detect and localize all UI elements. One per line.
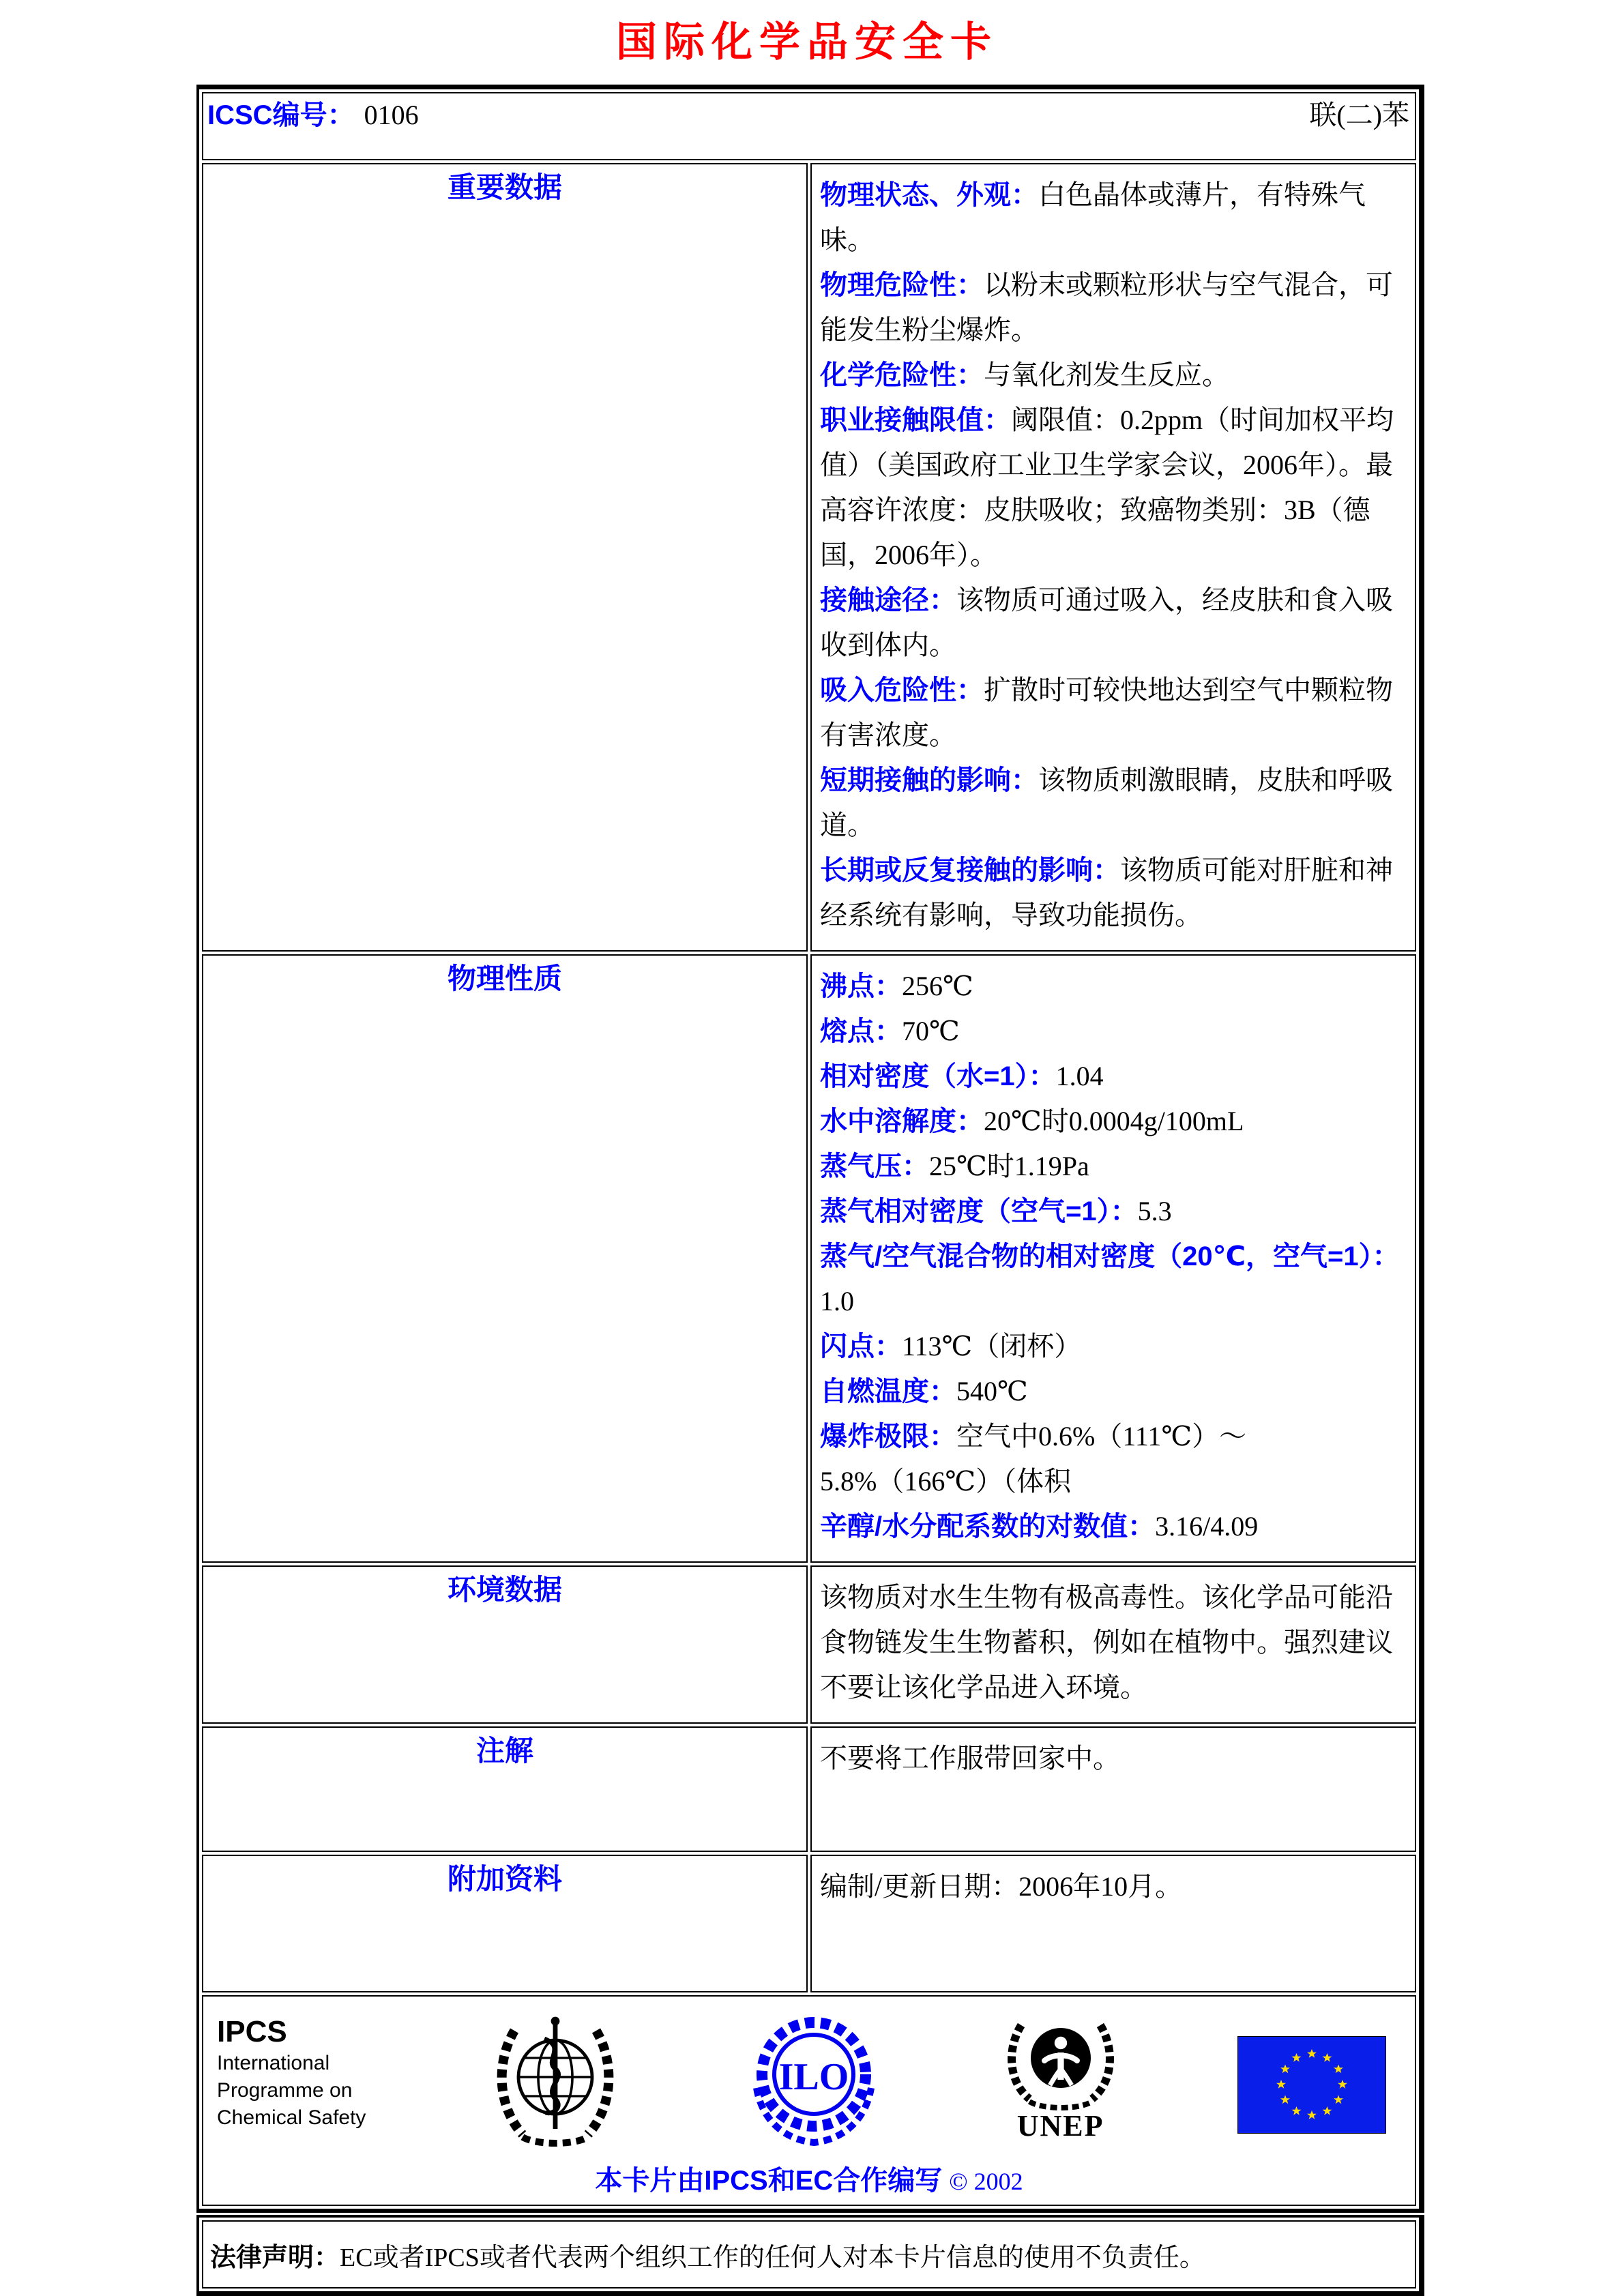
field-key: 蒸气/空气混合物的相对密度（20℃，空气=1）： bbox=[820, 1241, 1400, 1271]
field-row bbox=[820, 1144, 1407, 1189]
ilo-letters: ILO bbox=[778, 2056, 849, 2098]
field-row bbox=[820, 398, 1407, 578]
table-row bbox=[202, 954, 1416, 1563]
section-label-additional-info: 附加资料 bbox=[202, 1855, 808, 1992]
field-row bbox=[820, 1414, 1407, 1504]
field-value: 白色晶体或薄片，有特殊气味。 bbox=[820, 179, 1366, 255]
table-row bbox=[202, 163, 1416, 952]
disclaimer-table bbox=[196, 2215, 1424, 2296]
field-value: 该物质可通过吸入，经皮肤和食入吸收到体内。 bbox=[820, 585, 1393, 660]
field-key: 辛醇/水分配系数的对数值： bbox=[820, 1512, 1156, 1542]
field-value: 25℃时1.19Pa bbox=[929, 1151, 1089, 1181]
page-title: 国际化学品安全卡 bbox=[616, 20, 998, 65]
field-value: 编制/更新日期：2006年10月。 bbox=[820, 1871, 1183, 1902]
field-value: 空气中0.6%（111℃）～5.8%（166℃）（体积 bbox=[820, 1421, 1247, 1497]
field-row bbox=[820, 1736, 1407, 1781]
ilo-icon bbox=[744, 2012, 883, 2148]
eu-flag-icon bbox=[1237, 2012, 1386, 2134]
unep-label: UNEP bbox=[1016, 2109, 1104, 2143]
section-content-important-data bbox=[810, 163, 1416, 952]
field-row bbox=[820, 173, 1407, 263]
table-row bbox=[202, 1995, 1416, 2206]
ipcs-logo-text bbox=[217, 2012, 366, 2132]
field-row bbox=[820, 668, 1407, 758]
table-row bbox=[202, 1855, 1416, 1992]
ipcs-heading: IPCS bbox=[217, 2015, 287, 2048]
field-key: 水中溶解度： bbox=[820, 1106, 984, 1136]
field-row bbox=[820, 578, 1407, 668]
field-key: 沸点： bbox=[820, 971, 902, 1001]
chemical-name: 联(二)苯 bbox=[1309, 100, 1409, 130]
field-row bbox=[820, 1234, 1407, 1324]
field-row bbox=[820, 353, 1407, 398]
safety-card-table bbox=[196, 85, 1424, 2213]
field-value: 1.04 bbox=[1055, 1061, 1104, 1091]
field-key: 蒸气压： bbox=[820, 1151, 929, 1181]
field-value: 以粉末或颗粒形状与空气混合，可能发生粉尘爆炸。 bbox=[820, 269, 1393, 345]
field-row bbox=[820, 848, 1407, 938]
field-value: 5.3 bbox=[1137, 1196, 1172, 1226]
field-row bbox=[820, 1324, 1407, 1369]
field-value: 不要将工作服带回家中。 bbox=[820, 1743, 1120, 1773]
field-key: 职业接触限值： bbox=[820, 405, 1011, 435]
field-key: 物理危险性： bbox=[820, 270, 984, 300]
field-row bbox=[820, 758, 1407, 848]
section-content-notes bbox=[810, 1726, 1416, 1852]
credit-text: 本卡片由IPCS和EC合作编写 bbox=[595, 2166, 943, 2196]
field-key: 长期或反复接触的影响： bbox=[820, 855, 1120, 885]
disclaimer-text: EC或者IPCS或者代表两个组织工作的任何人对本卡片信息的使用不负责任。 bbox=[340, 2243, 1205, 2272]
field-value: 该物质可能对肝脏和神经系统有影响，导致功能损伤。 bbox=[820, 855, 1393, 930]
field-key: 物理状态、外观： bbox=[820, 180, 1038, 210]
field-row bbox=[820, 1189, 1407, 1234]
section-content-physical-properties bbox=[810, 954, 1416, 1563]
table-row bbox=[202, 2220, 1416, 2288]
field-key: 蒸气相对密度（空气=1）： bbox=[820, 1196, 1138, 1226]
field-value: 与氧化剂发生反应。 bbox=[984, 359, 1229, 390]
field-row bbox=[820, 1864, 1407, 1909]
section-label-important-data: 重要数据 bbox=[202, 163, 808, 952]
table-row bbox=[202, 92, 1416, 160]
field-key: 化学危险性： bbox=[820, 360, 984, 390]
field-row bbox=[820, 1575, 1407, 1710]
field-key: 熔点： bbox=[820, 1016, 902, 1046]
field-row bbox=[820, 1054, 1407, 1099]
field-value: 20℃时0.0004g/100mL bbox=[984, 1106, 1244, 1136]
field-key: 闪点： bbox=[820, 1331, 902, 1362]
field-value: 256℃ bbox=[902, 971, 973, 1001]
who-icon bbox=[482, 2012, 629, 2152]
icsc-number-value: 0106 bbox=[364, 100, 419, 130]
field-key: 吸入危险性： bbox=[820, 675, 984, 705]
credit-line bbox=[214, 2159, 1404, 2198]
field-key: 短期接触的影响： bbox=[820, 765, 1038, 795]
field-key: 相对密度（水=1）： bbox=[820, 1061, 1056, 1091]
table-row bbox=[202, 1565, 1416, 1724]
field-value: 扩散时可较快地达到空气中颗粒物有害浓度。 bbox=[820, 675, 1393, 750]
field-row bbox=[820, 1099, 1407, 1144]
section-content-environmental-data bbox=[810, 1565, 1416, 1724]
field-key: 接触途径： bbox=[820, 585, 956, 615]
disclaimer-label: 法律声明： bbox=[210, 2243, 340, 2272]
field-row bbox=[820, 964, 1407, 1009]
section-label-notes: 注解 bbox=[202, 1726, 808, 1852]
field-value: 3.16/4.09 bbox=[1155, 1511, 1259, 1542]
page bbox=[0, 10, 1614, 2296]
field-value: 阈限值：0.2ppm（时间加权平均值）（美国政府工业卫生学家会议，2006年）。最高容许浓度：皮肤吸收；致癌物类别：3B（德国，2006年）。 bbox=[820, 404, 1394, 570]
section-label-physical-properties: 物理性质 bbox=[202, 954, 808, 1563]
unep-icon bbox=[999, 2012, 1122, 2113]
section-label-environmental-data: 环境数据 bbox=[202, 1565, 808, 1724]
field-key: 自燃温度： bbox=[820, 1377, 956, 1407]
logos-row bbox=[202, 1995, 1416, 2206]
field-value: 70℃ bbox=[902, 1016, 960, 1046]
field-row bbox=[820, 1504, 1407, 1549]
ipcs-subtitle-line: Chemical Safety bbox=[217, 2106, 366, 2129]
copyright-text: © 2002 bbox=[949, 2168, 1023, 2195]
card-header bbox=[207, 93, 1411, 132]
field-value: 113℃（闭杯） bbox=[902, 1331, 1082, 1362]
field-value: 该物质对水生生物有极高毒性。该化学品可能沿食物链发生生物蓄积，例如在植物中。强烈建议不要让该化学品进入环境。 bbox=[820, 1582, 1393, 1703]
section-content-additional-info bbox=[810, 1855, 1416, 1992]
disclaimer-cell bbox=[202, 2220, 1416, 2288]
field-key: 爆炸极限： bbox=[820, 1422, 956, 1452]
field-row bbox=[820, 1009, 1407, 1054]
unep-logo bbox=[999, 2012, 1122, 2143]
field-row bbox=[820, 263, 1407, 353]
field-row bbox=[820, 1369, 1407, 1414]
field-value: 540℃ bbox=[956, 1376, 1028, 1407]
field-value: 1.0 bbox=[820, 1286, 854, 1316]
icsc-number-label: ICSC编号： bbox=[207, 100, 355, 130]
ipcs-subtitle-line: Programme on bbox=[217, 2079, 353, 2102]
table-row bbox=[202, 1726, 1416, 1852]
field-value: 该物质刺激眼睛，皮肤和呼吸道。 bbox=[820, 765, 1393, 840]
ipcs-subtitle-line: International bbox=[217, 2052, 330, 2074]
